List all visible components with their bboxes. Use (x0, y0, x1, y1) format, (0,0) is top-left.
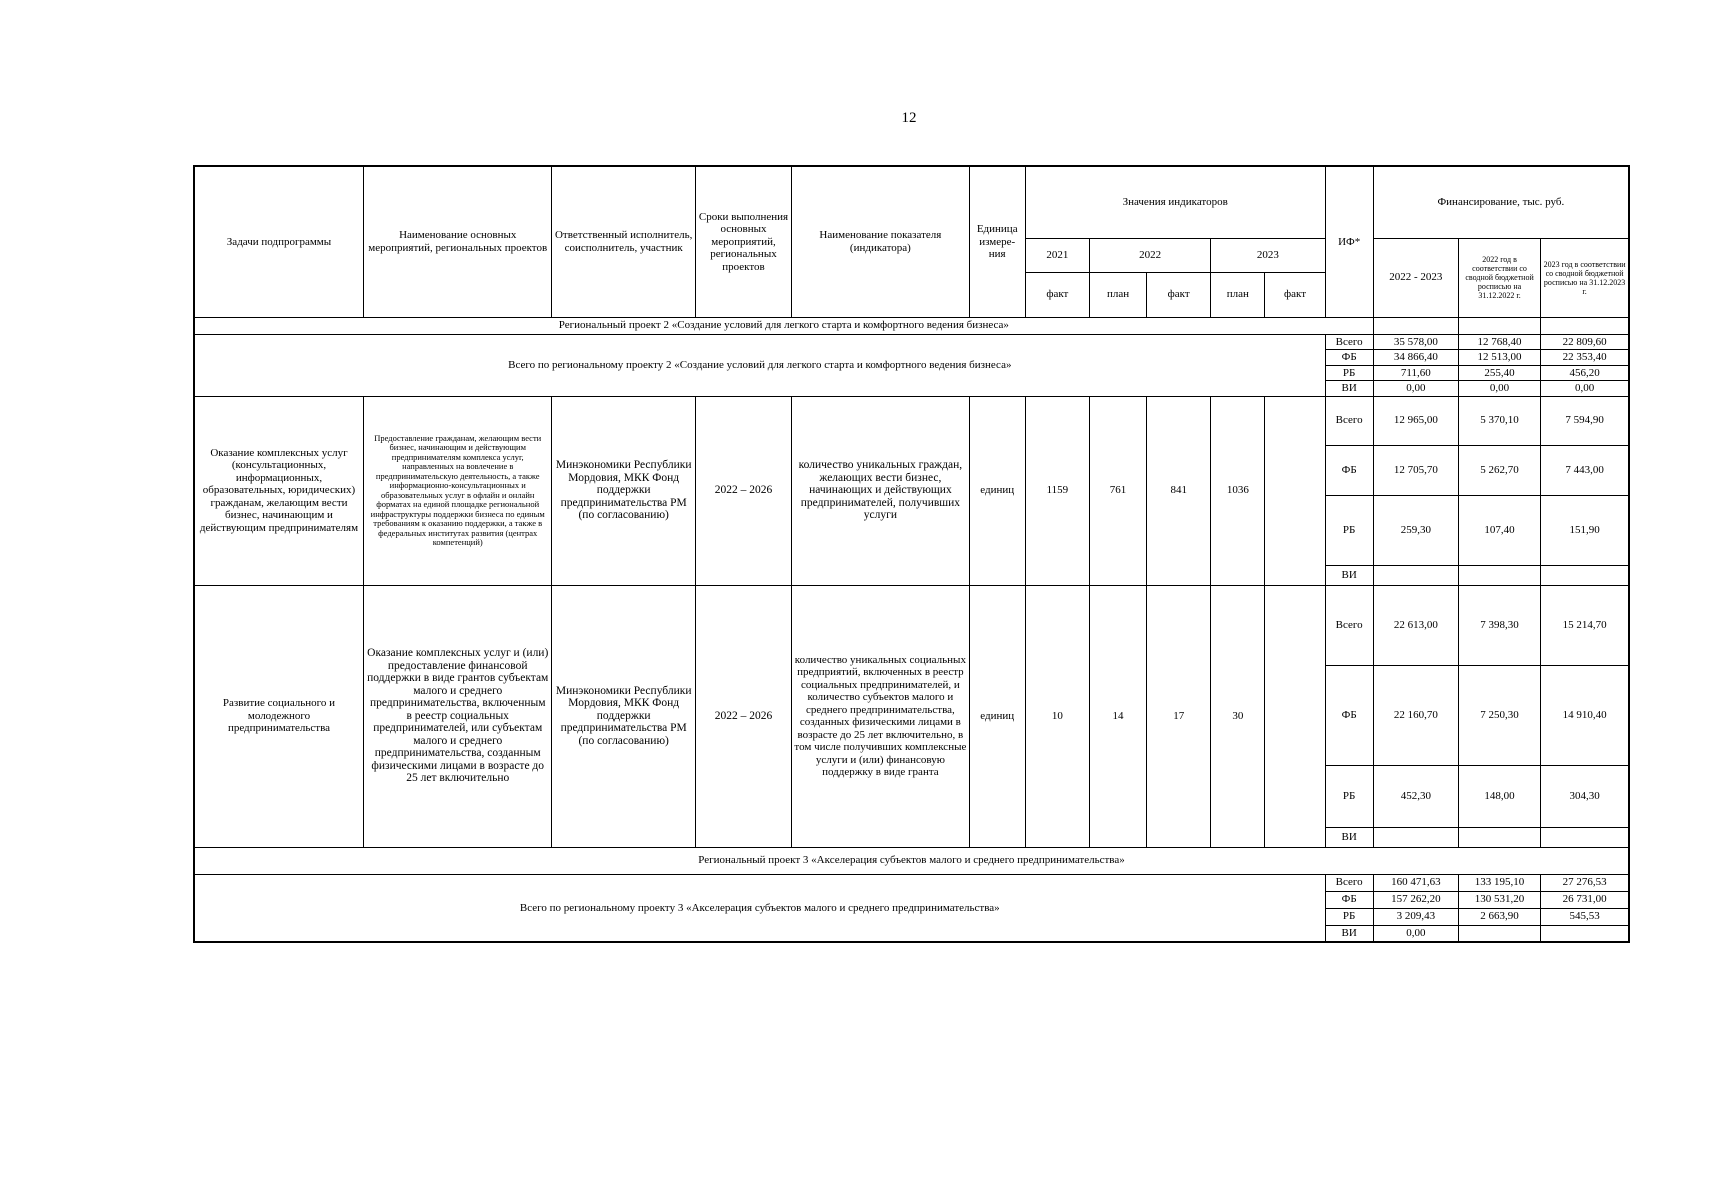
value-2023-fakt (1265, 396, 1325, 585)
amount-2023: 0,00 (1541, 381, 1629, 397)
amount-2023: 14 910,40 (1541, 665, 1629, 765)
responsible-text: Минэкономики Республики Мордовия, МКК Фонд поддержки предпринимательства РМ (по согласованию) (552, 396, 695, 585)
fakt-2021: факт (1025, 272, 1089, 317)
amount-2022 (1458, 827, 1540, 847)
amount-2023 (1541, 565, 1629, 585)
amount-period: 0,00 (1373, 925, 1458, 942)
col-responsible-header: Ответственный исполнитель, соисполнитель, участник (552, 166, 695, 317)
col-values-header: Значения индикаторов (1025, 166, 1325, 238)
amount-2023: 22 809,60 (1541, 334, 1629, 350)
amount-period (1373, 827, 1458, 847)
fakt-2022: факт (1147, 272, 1211, 317)
amount-period: 35 578,00 (1373, 334, 1458, 350)
amount-2022: 255,40 (1458, 365, 1540, 381)
page-number: 12 (901, 110, 917, 126)
source-label: РБ (1325, 365, 1373, 381)
col-unit-header: Единица измере-ния (969, 166, 1025, 317)
task-row-1 (194, 396, 1629, 445)
value-2022-fakt: 17 (1147, 585, 1211, 847)
task-text: Оказание комплексных услуг (консультационных, информационных, образовательных, юридических) гражданам, желающим вести бизнес, начинающим и действующим предпринимателям (194, 396, 363, 585)
source-label: РБ (1325, 495, 1373, 565)
amount-2022: 5 370,10 (1458, 396, 1540, 445)
amount-2022: 12 513,00 (1458, 350, 1540, 366)
amount-2023: 15 214,70 (1541, 585, 1629, 665)
year-2021: 2021 (1025, 238, 1089, 272)
amount-period: 22 160,70 (1373, 665, 1458, 765)
amount-2022: 133 195,10 (1458, 874, 1540, 891)
indicator-text: количество уникальных социальных предприятий, включенных в реестр социальных предпринимателей, и количество субъектов малого и среднего предпринимательства, созданных физическими лицами в возрасте до 25 лет включительно, в том числе получивших комплексные услуги и (или) финансовую поддержку в виде гранта (792, 585, 969, 847)
unit-text: единиц (969, 585, 1025, 847)
header-row-1 (194, 166, 1629, 238)
amount-2023: 7 594,90 (1541, 396, 1629, 445)
source-label: ФБ (1325, 891, 1373, 908)
project2-title: Региональный проект 2 «Создание условий для легкого старта и комфортного ведения бизнеса» (194, 317, 1373, 334)
task-row-2 (194, 585, 1629, 665)
amount-2023: 22 353,40 (1541, 350, 1629, 366)
source-label: ВИ (1325, 381, 1373, 397)
col-events-header: Наименование основных мероприятий, региональных проектов (363, 166, 552, 317)
amount-2023: 27 276,53 (1541, 874, 1629, 891)
amount-2022: 107,40 (1458, 495, 1540, 565)
plan-2022: план (1089, 272, 1146, 317)
amount-2022: 0,00 (1458, 381, 1540, 397)
amount-2023: 456,20 (1541, 365, 1629, 381)
amount-2023: 26 731,00 (1541, 891, 1629, 908)
source-label: ВИ (1325, 925, 1373, 942)
amount-2023: 545,53 (1541, 908, 1629, 925)
amount-period: 12 965,00 (1373, 396, 1458, 445)
indicator-text: количество уникальных граждан, желающих вести бизнес, начинающих и действующих предпринимателей, получивших услуги (792, 396, 969, 585)
amount-2022: 148,00 (1458, 765, 1540, 827)
source-label: Всего (1325, 585, 1373, 665)
amount-period: 157 262,20 (1373, 891, 1458, 908)
amount-period (1373, 565, 1458, 585)
value-2022-fakt: 841 (1147, 396, 1211, 585)
amount-2023: 7 443,00 (1541, 445, 1629, 495)
project2-total-row (194, 334, 1629, 350)
amount-2022: 12 768,40 (1458, 334, 1540, 350)
source-label: ФБ (1325, 665, 1373, 765)
project2-total-label: Всего по региональному проекту 2 «Создание условий для легкого старта и комфортного ведения бизнеса» (194, 334, 1325, 396)
source-label: ФБ (1325, 445, 1373, 495)
amount-2022: 5 262,70 (1458, 445, 1540, 495)
fin-period-header: 2022 - 2023 (1373, 238, 1458, 317)
amount-2022: 7 398,30 (1458, 585, 1540, 665)
program-table (193, 165, 1630, 943)
value-2021-fakt: 1159 (1025, 396, 1089, 585)
project2-title-row (194, 317, 1629, 334)
responsible-text: Минэкономики Республики Мордовия, МКК Фонд поддержки предпринимательства РМ (по согласованию) (552, 585, 695, 847)
source-label: Всего (1325, 874, 1373, 891)
amount-period: 12 705,70 (1373, 445, 1458, 495)
unit-text: единиц (969, 396, 1025, 585)
amount-period: 711,60 (1373, 365, 1458, 381)
project3-title-row (194, 847, 1629, 874)
amount-period: 160 471,63 (1373, 874, 1458, 891)
source-label: Всего (1325, 334, 1373, 350)
source-label: РБ (1325, 908, 1373, 925)
project3-total-row (194, 874, 1629, 891)
amount-2023 (1541, 827, 1629, 847)
col-terms-header: Сроки выполнения основных мероприятий, региональных проектов (695, 166, 791, 317)
event-text: Оказание комплексных услуг и (или) предоставление финансовой поддержки в виде грантов субъектам малого и среднего предпринимательства, включенным в реестр социальных предпринимателей, или субъектам малого и среднего предпринимательства, созданным физическими лицами в возрасте до 25 лет включительно (363, 585, 552, 847)
source-label: РБ (1325, 765, 1373, 827)
col-indicator-header: Наименование показателя (индикатора) (792, 166, 969, 317)
project3-total-label: Всего по региональному проекту 3 «Акселерация субъектов малого и среднего предпринимательства» (194, 874, 1325, 942)
amount-2022 (1458, 565, 1540, 585)
value-2022-plan: 14 (1089, 585, 1146, 847)
amount-2023: 304,30 (1541, 765, 1629, 827)
year-2022: 2022 (1089, 238, 1210, 272)
task-text: Развитие социального и молодежного предпринимательства (194, 585, 363, 847)
value-2023-plan: 1036 (1211, 396, 1265, 585)
amount-2023 (1541, 925, 1629, 942)
value-2022-plan: 761 (1089, 396, 1146, 585)
fakt-2023: факт (1265, 272, 1325, 317)
plan-2023: план (1211, 272, 1265, 317)
amount-2022: 2 663,90 (1458, 908, 1540, 925)
col-financing-header: Финансирование, тыс. руб. (1373, 166, 1629, 238)
amount-period: 0,00 (1373, 381, 1458, 397)
fin-2023-header: 2023 год в соответствии со сводной бюджетной росписью на 31.12.2023 г. (1541, 238, 1629, 317)
value-2023-plan: 30 (1211, 585, 1265, 847)
amount-2023: 151,90 (1541, 495, 1629, 565)
amount-period: 3 209,43 (1373, 908, 1458, 925)
amount-period: 22 613,00 (1373, 585, 1458, 665)
fin-2022-header: 2022 год в соответствии со сводной бюджетной росписью на 31.12.2022 г. (1458, 238, 1540, 317)
terms-text: 2022 – 2026 (695, 396, 791, 585)
value-2021-fakt: 10 (1025, 585, 1089, 847)
amount-period: 452,30 (1373, 765, 1458, 827)
source-label: Всего (1325, 396, 1373, 445)
source-label: ФБ (1325, 350, 1373, 366)
project3-title: Региональный проект 3 «Акселерация субъектов малого и среднего предпринимательства» (194, 847, 1629, 874)
col-tasks-header: Задачи подпрограммы (194, 166, 363, 317)
col-if-header: ИФ* (1325, 166, 1373, 317)
event-text: Предоставление гражданам, желающим вести бизнес, начинающим и действующим предпринимателям комплекса услуг, направленных на вовлечение в предпринимательскую деятельность, а также информационно-консультационных и образовательных услуг в офлайн и онлайн форматах на единой площадке региональной инфраструктуры поддержки бизнеса по единым требованиям к оказанию поддержки, а также в федеральных институтах развития (центрах компетенций) (363, 396, 552, 585)
amount-period: 259,30 (1373, 495, 1458, 565)
source-label: ВИ (1325, 827, 1373, 847)
amount-period: 34 866,40 (1373, 350, 1458, 366)
amount-2022: 7 250,30 (1458, 665, 1540, 765)
amount-2022 (1458, 925, 1540, 942)
value-2023-fakt (1265, 585, 1325, 847)
year-2023: 2023 (1211, 238, 1325, 272)
source-label: ВИ (1325, 565, 1373, 585)
terms-text: 2022 – 2026 (695, 585, 791, 847)
amount-2022: 130 531,20 (1458, 891, 1540, 908)
